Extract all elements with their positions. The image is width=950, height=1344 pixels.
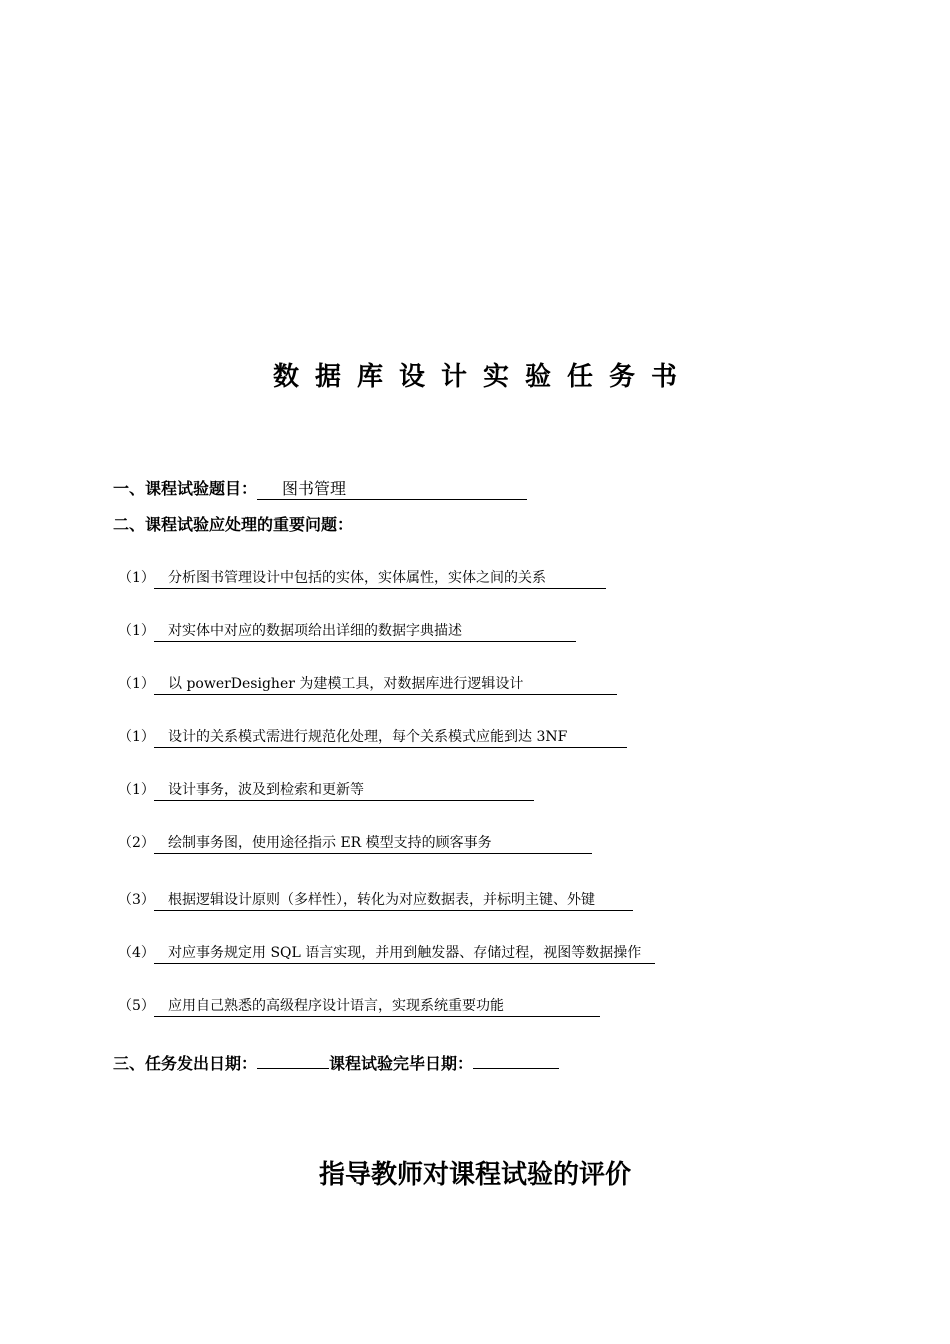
evaluation-title: 指导教师对课程试验的评价	[318, 1160, 631, 1190]
task-item	[118, 996, 600, 1017]
course-topic-label: 一、课程试验题目：	[113, 479, 258, 498]
task-item	[118, 621, 576, 642]
document-title: 数据库设计实验任务书	[272, 362, 693, 392]
task-item	[118, 943, 655, 964]
task-text: 对应事务规定用 SQL 语言实现，并用到触发器、存储过程，视图等数据操作	[154, 943, 655, 964]
task-item	[118, 833, 592, 854]
task-number: （3）	[118, 892, 155, 908]
issue-date-label: 三、任务发出日期：	[113, 1054, 258, 1073]
section-dates	[113, 1050, 559, 1075]
task-number: （1）	[118, 782, 155, 798]
task-number: （1）	[118, 623, 155, 639]
completion-date-blank	[473, 1050, 559, 1069]
task-number: （1）	[118, 676, 155, 692]
section-course-topic	[113, 478, 527, 500]
task-item	[118, 674, 617, 695]
task-text: 分析图书管理设计中包括的实体，实体属性，实体之间的关系	[154, 568, 606, 589]
course-topic-value: 图书管理	[257, 479, 527, 500]
section-main-problems-label: 二、课程试验应处理的重要问题：	[113, 515, 354, 534]
task-number: （5）	[118, 998, 155, 1014]
task-text: 根据逻辑设计原则（多样性），转化为对应数据表，并标明主键、外键	[154, 890, 633, 911]
task-text: 绘制事务图，使用途径指示 ER 模型支持的顾客事务	[154, 833, 592, 854]
task-item	[118, 568, 606, 589]
task-text: 对实体中对应的数据项给出详细的数据字典描述	[154, 621, 576, 642]
task-text: 设计的关系模式需进行规范化处理，每个关系模式应能到达 3NF	[154, 727, 627, 748]
task-item	[118, 780, 534, 801]
task-number: （1）	[118, 729, 155, 745]
task-item	[118, 727, 627, 748]
task-text: 应用自己熟悉的高级程序设计语言，实现系统重要功能	[154, 996, 600, 1017]
task-text: 设计事务，波及到检索和更新等	[154, 780, 534, 801]
task-number: （2）	[118, 835, 155, 851]
task-text: 以 powerDesigher 为建模工具，对数据库进行逻辑设计	[154, 674, 617, 695]
task-number: （4）	[118, 945, 155, 961]
completion-date-label: 课程试验完毕日期：	[329, 1054, 474, 1073]
task-item	[118, 890, 633, 911]
task-number: （1）	[118, 570, 155, 586]
issue-date-blank	[257, 1050, 329, 1069]
